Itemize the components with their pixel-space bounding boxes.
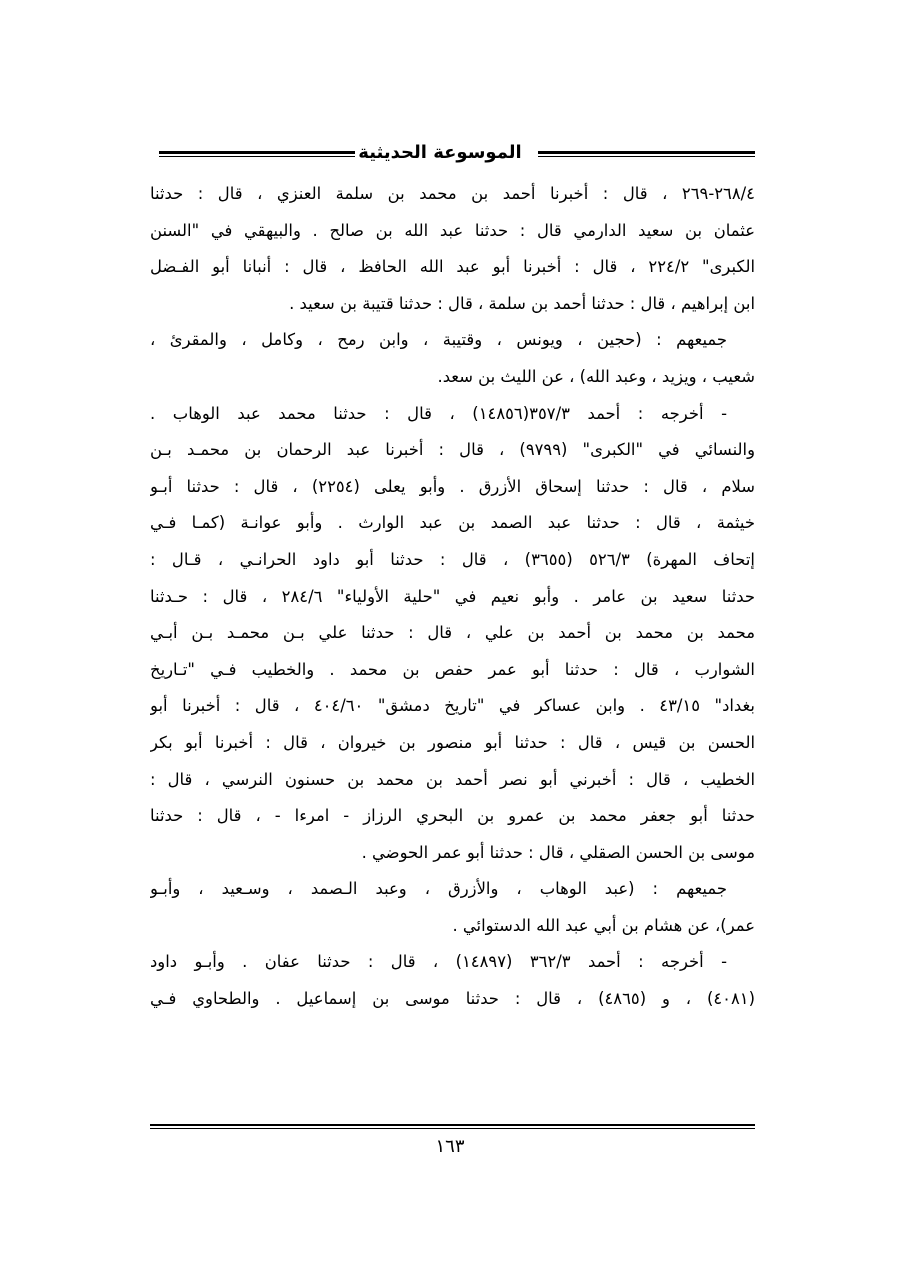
text-line: الحسن بن قيس ، قال : حدثنا أبو منصور بن خيروان ، قال : أخبرنا أبو بكر [150,732,755,752]
page-number: ١٦٣ [435,1136,465,1157]
text-line: محمد بن محمد بن أحمد بن علي ، قال : حدثنا علي بـن محمـد بـن أبـي [150,623,755,643]
running-title: الموسوعة الحديثية [358,142,522,163]
text-line: عمر)، عن هشام بن أبي عبد الله الدستوائي . [452,915,755,935]
text-line: الخطيب ، قال : أخبرني أبو نصر أحمد بن محمد بن حسنون النرسي ، قال : [150,769,755,789]
text-line: شعيب ، ويزيد ، وعبد الله) ، عن الليث بن سعد. [437,366,755,386]
text-line: الكبرى" ٢٢٤/٢ ، قال : أخبرنا أبو عبد الله الحافظ ، قال : أنبانا أبو الفـضل [150,257,755,277]
header-rule-right [538,151,755,159]
text-line: حدثنا أبو جعفر محمد بن عمرو بن البحري الرزاز - امرءا - ، قال : حدثنا [150,806,755,826]
text-line: والنسائي في "الكبرى" (٩٧٩٩) ، قال : أخبرنا عبد الرحمان بن محمـد بـن [150,440,755,460]
header-rule-left [159,151,355,159]
footer-rule [150,1124,755,1130]
text-line: عثمان بن سعيد الدارمي قال : حدثنا عبد الله بن صالح . والبيهقي في "السنن [150,220,755,240]
text-line: موسى بن الحسن الصقلي ، قال : حدثنا أبو عمر الحوضي . [361,842,755,862]
page-header [150,140,755,170]
text-line: الشوارب ، قال : حدثنا أبو عمر حفص بن محمد . والخطيب فـي "تـاريخ [150,659,755,679]
text-line: جميعهم : (عبد الوهاب ، والأزرق ، وعبد الـصمد ، وسـعيد ، وأبـو [150,879,727,899]
text-line: حدثنا سعيد بن عامر . وأبو نعيم في "حلية الأولياء" ٢٨٤/٦ ، قال : حـدثنا [150,586,755,606]
text-line: ٢٦٨/٤-٢٦٩ ، قال : أخبرنا أحمد بن محمد بن سلمة العنزي ، قال : حدثنا [150,184,755,203]
text-body [150,176,755,1018]
text-line: (٤٠٨١) ، و (٤٨٦٥) ، قال : حدثنا موسى بن إسماعيل . والطحاوي فـي [150,989,755,1009]
text-line: - أخرجه : أحمد ٣٥٧/٣(١٤٨٥٦) ، قال : حدثنا محمد عبد الوهاب . [150,403,727,423]
text-line: سلام ، قال : حدثنا إسحاق الأزرق . وأبو يعلى (٢٢٥٤) ، قال : حدثنا أبـو [150,476,755,496]
text-line: جميعهم : (حجين ، ويونس ، وقتيبة ، وابن رمح ، وكامل ، والمقرئ ، [150,330,727,350]
text-line: ابن إبراهيم ، قال : حدثنا أحمد بن سلمة ، قال : حدثنا قتيبة بن سعيد . [289,293,755,313]
text-line: بغداد" ٤٣/١٥ . وابن عساكر في "تاريخ دمشق" ٤٠٤/٦٠ ، قال : أخبرنا أبو [150,696,755,716]
text-line: خيثمة ، قال : حدثنا عبد الصمد بن عبد الوارث . وأبو عوانـة (كمـا فـي [150,513,755,533]
text-line: - أخرجه : أحمد ٣٦٢/٣ (١٤٨٩٧) ، قال : حدثنا عفان . وأبـو داود [150,952,727,972]
text-line: إتحاف المهرة) ٥٢٦/٣ (٣٦٥٥) ، قال : حدثنا أبو داود الحرانـي ، قـال : [150,549,755,569]
